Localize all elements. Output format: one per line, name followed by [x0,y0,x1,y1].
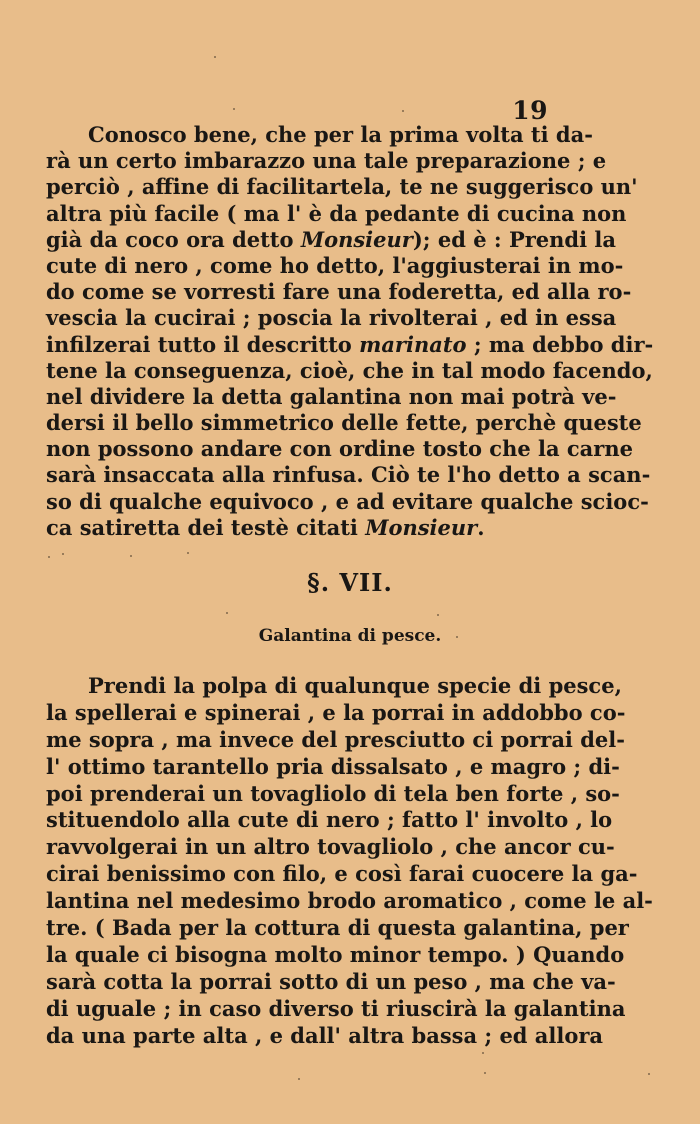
text-line: ca satiretta dei testè citati Monsieur. [46,514,485,540]
text-line: vescia la cucirai ; poscia la rivolterai , ed in essa [46,305,617,331]
text-line: poi prenderai un tovagliolo di tela ben forte , so- [46,780,620,806]
text-line: tre. ( Bada per la cottura di questa galantina, per [46,915,629,941]
text-line: Prendi la polpa di qualunque specie di pesce, [88,673,622,698]
section-heading: §. VII. [307,568,393,597]
text-line: cirai benissimo con filo, e così farai cuocere la ga- [46,861,638,887]
print-speck [62,553,64,555]
text-line: dersi il bello simmetrico delle fette, perchè queste [46,410,642,436]
text-line: di uguale ; in caso diverso ti riuscirà la galantina [46,995,626,1021]
text-line: infilzerai tutto il descritto marinato ; ma debbo dir- [46,331,654,357]
text-line: da una parte alta , e dall' altra bassa ; ed allora [46,1022,604,1048]
text-line: me sopra , ma invece del presciutto ci porrai del- [46,726,625,752]
print-speck [298,1078,300,1080]
print-speck [48,556,50,558]
print-speck [437,614,439,616]
text-line: rà un certo imbarazzo una tale preparazione ; e [46,148,607,174]
page-number: 19 [512,96,548,125]
text-line: altra più facile ( ma l' è da pedante di cucina non [46,200,627,226]
print-speck [214,56,216,58]
print-speck [456,636,458,638]
print-speck [648,1073,650,1075]
text-line: stituendolo alla cute di nero ; fatto l' involto , lo [46,807,613,833]
print-speck [226,612,228,614]
print-speck [484,1072,486,1074]
text-line: tene la conseguenza, cioè, che in tal modo facendo, [46,357,653,383]
text-line: cute di nero , come ho detto, l'aggiusterai in mo- [46,252,624,278]
text-line: do come se vorresti fare una foderetta, ed alla ro- [46,279,632,305]
text-line: sarà cotta la porrai sotto di un peso , ma che va- [46,968,616,994]
print-speck [233,108,235,110]
text-line: sarà insaccata alla rinfusa. Ciò te l'ho detto a scan- [46,462,651,488]
text-line: Conosco bene, che per la prima volta ti da- [88,122,593,147]
text-line: la spellerai e spinerai , e la porrai in addobbo co- [46,699,626,725]
paragraph-2 [46,673,653,1049]
text-line: ravvolgerai in un altro tovagliolo , che ancor cu- [46,834,615,860]
text-line: perciò , affine di facilitartela, te ne suggerisco un' [46,174,638,200]
text-line: non possono andare con ordine tosto che la carne [46,436,633,462]
section-title: Galantina di pesce. [258,626,442,646]
paragraph-1 [46,122,654,541]
print-speck [482,1052,484,1054]
print-speck [130,555,132,557]
text-line: la quale ci bisogna molto minor tempo. ) Quando [46,941,625,967]
text-line: l' ottimo tarantello pria dissalsato , e magro ; di- [46,753,620,779]
text-line: già da coco ora detto Monsieur); ed è : Prendi la [46,226,616,252]
text-line: lantina nel medesimo brodo aromatico , come le al- [46,888,653,914]
print-speck [187,552,189,554]
print-speck [402,110,404,112]
text-line: nel dividere la detta galantina non mai potrà ve- [46,383,617,409]
text-line: so di qualche equivoco , e ad evitare qualche scioc- [46,488,649,514]
